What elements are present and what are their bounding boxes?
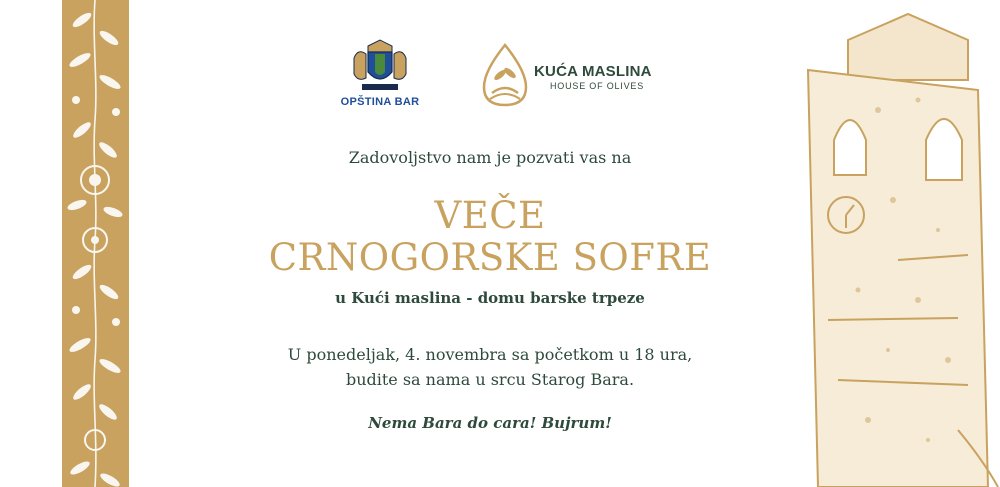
olive-drop-icon [478, 43, 532, 109]
house-title: KUĆA MASLINA [534, 63, 652, 80]
municipality-label: OPŠTINA BAR [340, 96, 420, 108]
opstina-bar-logo [330, 38, 430, 114]
invitation-intro: Zadovoljstvo nam je pozvati vas na [348, 148, 632, 167]
kuca-maslina-logo [478, 43, 652, 109]
event-details-line2: budite sa nama u srcu Starog Bara. [345, 370, 635, 389]
event-title-line2: CRNOGORSKE SOFRE [268, 236, 712, 279]
clock-tower-illustration [798, 0, 1000, 487]
olive-branch-ornament [62, 0, 129, 487]
event-slogan: Nema Bara do cara! Bujrum! [368, 414, 612, 432]
event-details-line1: U ponedeljak, 4. novembra sa početkom u 18 ura, [287, 345, 693, 364]
house-subtitle: HOUSE OF OLIVES [550, 81, 645, 91]
ornament-band-left [62, 0, 129, 487]
event-subtitle: u Kući maslina - domu barske trpeze [335, 289, 645, 307]
coat-of-arms-icon [348, 38, 412, 94]
event-title-line1: VEČE [434, 194, 546, 237]
